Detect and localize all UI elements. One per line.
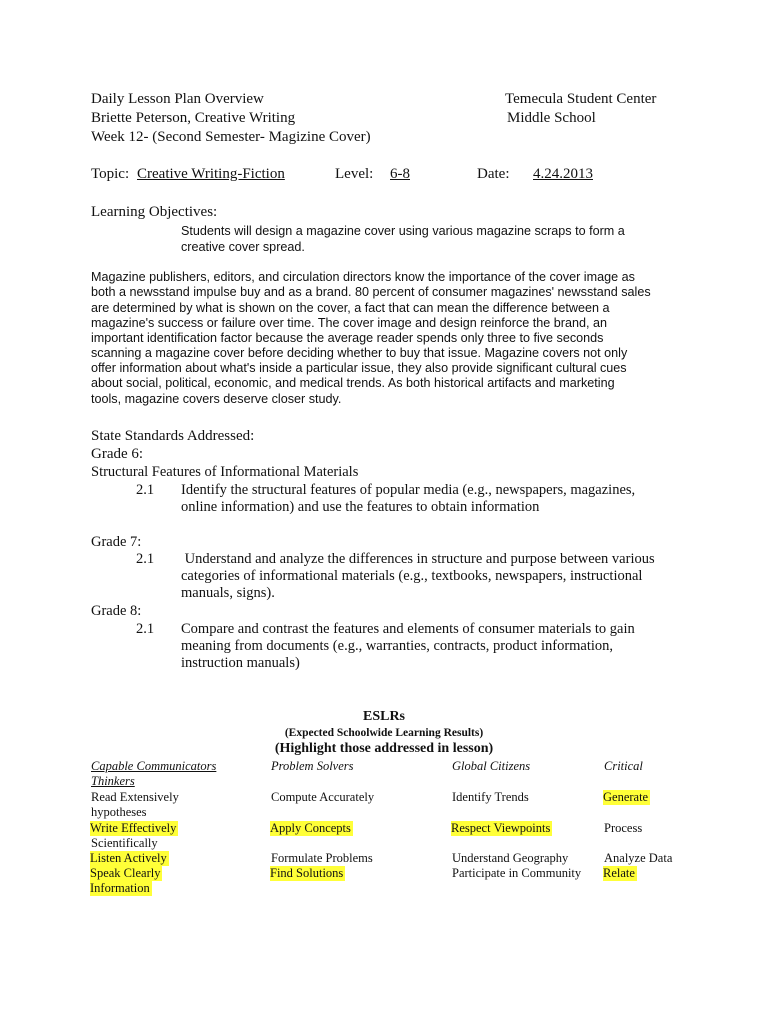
objectives-heading: Learning Objectives:: [91, 204, 218, 220]
school-level: Middle School: [507, 110, 596, 126]
grade7-number: 2.1: [136, 551, 155, 567]
grade8-label: Grade 8:: [91, 603, 142, 619]
grade7-label: Grade 7:: [91, 534, 142, 550]
grade7-line-2: categories of informational materials (e.g., textbooks, newspapers, instructional: [181, 568, 643, 584]
paragraph-line-7: offer information about what's inside a particular issue, they also provide significant cultural cues: [91, 361, 627, 375]
header-global-citizens: Global Citizens: [452, 759, 531, 773]
standards-heading: State Standards Addressed:: [91, 428, 255, 444]
eslr-understand-geography: Understand Geography: [452, 851, 569, 865]
paragraph-line-2: both a newsstand impulse buy and as a brand. 80 percent of consumer magazines' newsstand sales: [91, 285, 651, 299]
level-value: 6-8: [390, 166, 410, 182]
eslr-compute-accurately: Compute Accurately: [271, 790, 375, 804]
eslrs-title: ESLRs: [362, 709, 406, 724]
grade6-label: Grade 6:: [91, 446, 144, 462]
header-problem-solvers: Problem Solvers: [271, 759, 354, 773]
grade7-line-3: manuals, signs).: [181, 585, 275, 601]
eslrs-instruction: (Highlight those addressed in lesson): [274, 741, 494, 756]
eslrs-subtitle: (Expected Schoolwide Learning Results): [284, 727, 484, 739]
eslr-find-solutions: Find Solutions: [270, 866, 344, 880]
grade6-number: 2.1: [136, 482, 155, 498]
header-capable-communicators: Capable Communicators: [91, 759, 217, 773]
paragraph-line-9: tools, magazine covers deserve closer study.: [91, 392, 342, 406]
eslr-identify-trends: Identify Trends: [452, 790, 529, 804]
date-label: Date:: [477, 166, 510, 182]
grade6-subheading: Structural Features of Informational Materials: [91, 464, 359, 480]
grade8-number: 2.1: [136, 621, 155, 637]
objectives-line-1: Students will design a magazine cover using various magazine scraps to form a: [181, 224, 625, 238]
level-label: Level:: [335, 166, 374, 182]
eslr-relate: Relate: [603, 866, 635, 880]
eslr-scientifically: Scientifically: [91, 836, 158, 850]
header-thinkers: Thinkers: [91, 774, 135, 788]
paragraph-line-6: scanning a magazine cover before deciding whether to buy that issue. Magazine covers not only: [91, 346, 628, 360]
school-name: Temecula Student Center: [505, 91, 657, 107]
topic-label: Topic:: [91, 166, 130, 182]
eslr-listen-actively: Listen Actively: [90, 851, 167, 865]
eslr-participate-in-community: Participate in Community: [452, 866, 582, 880]
eslr-read-extensively: Read Extensively: [91, 790, 179, 804]
paragraph-line-4: magazine's success or failure over time. The cover image and design reinforce the brand, an: [91, 316, 607, 330]
eslr-apply-concepts: Apply Concepts: [270, 821, 351, 835]
grade8-line-1: Compare and contrast the features and elements of consumer materials to gain: [181, 621, 635, 637]
paragraph-line-1: Magazine publishers, editors, and circulation directors know the importance of the cover image as: [91, 270, 635, 284]
header-title: Daily Lesson Plan Overview: [91, 91, 264, 107]
eslr-analyze-data: Analyze Data: [604, 851, 673, 865]
objectives-line-2: creative cover spread.: [181, 240, 305, 254]
header-critical: Critical: [604, 759, 643, 773]
paragraph-line-3: are determined by what is shown on the cover, a fact that can mean the difference between a: [91, 301, 610, 315]
eslr-speak-clearly: Speak Clearly: [90, 866, 161, 880]
paragraph-line-8: about social, political, economic, and medical trends. As both historical artifacts and marketing: [91, 376, 615, 390]
grade6-line-2: online information) and use the features to obtain information: [181, 499, 540, 515]
grade6-line-1: Identify the structural features of popular media (e.g., newspapers, magazines,: [181, 482, 636, 498]
eslr-write-effectively: Write Effectively: [90, 821, 177, 835]
header-week: Week 12- (Second Semester- Magizine Cover): [91, 129, 371, 145]
eslr-hypotheses: hypotheses: [91, 805, 147, 819]
topic-value: Creative Writing-Fiction: [137, 166, 285, 182]
eslr-respect-viewpoints: Respect Viewpoints: [451, 821, 551, 835]
eslr-formulate-problems: Formulate Problems: [271, 851, 373, 865]
header-teacher: Briette Peterson, Creative Writing: [91, 110, 296, 126]
date-value: 4.24.2013: [533, 166, 593, 182]
paragraph-line-5: important identification factor because the average reader spends only three to five seconds: [91, 331, 604, 345]
eslr-process: Process: [604, 821, 643, 835]
grade7-line-1: Understand and analyze the differences in structure and purpose between various: [181, 551, 655, 567]
grade8-line-3: instruction manuals): [181, 655, 300, 671]
grade8-line-2: meaning from documents (e.g., warranties, contracts, product information,: [181, 638, 614, 654]
eslr-information: Information: [90, 881, 150, 895]
eslr-generate: Generate: [603, 790, 649, 804]
